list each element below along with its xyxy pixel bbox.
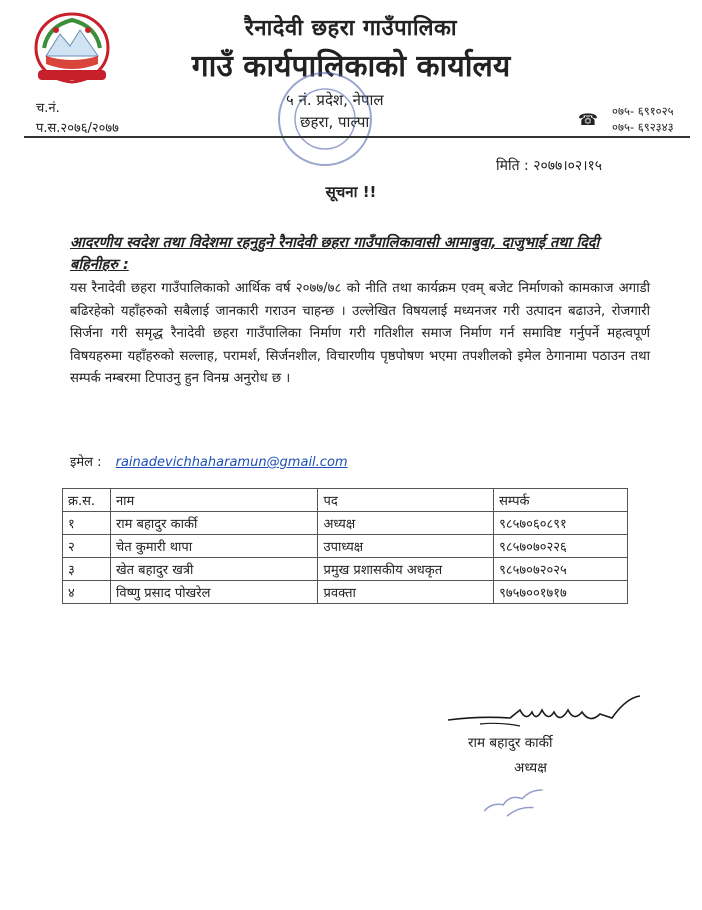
office-stamp bbox=[270, 64, 380, 174]
cell-name: राम बहादुर कार्की bbox=[110, 512, 318, 535]
email-link[interactable]: rainadevichhaharamun@gmail.com bbox=[115, 455, 348, 470]
table-header-row bbox=[63, 489, 628, 512]
header-serial: क्र.स. bbox=[63, 489, 111, 512]
table-row bbox=[63, 535, 628, 558]
signatory-name: राम बहादुर कार्की bbox=[468, 735, 553, 751]
email-label: इमेल : bbox=[70, 455, 102, 470]
handwritten-signature bbox=[440, 688, 660, 738]
cell-contact: ९७५७००१७१७ bbox=[494, 581, 628, 604]
cell-serial: १ bbox=[63, 512, 111, 535]
header-name: नाम bbox=[110, 489, 318, 512]
office-title: गाउँ कार्यपालिकाको कार्यालय bbox=[191, 49, 511, 84]
table-row bbox=[63, 581, 628, 604]
telephone-icon: ☎ bbox=[578, 110, 598, 129]
municipality-name: रैनादेवी छहरा गाउँपालिका bbox=[244, 16, 458, 41]
table-row bbox=[63, 512, 628, 535]
ref-pa-number: प.स.२०७६/२०७७ bbox=[36, 121, 119, 136]
header-position: पद bbox=[318, 489, 494, 512]
notice-date: मिति : २०७७।०२।१५ bbox=[496, 158, 603, 174]
cell-name: खेत बहादुर खत्री bbox=[110, 558, 318, 581]
phone-number-2: ०७५- ६९२३४३ bbox=[612, 120, 674, 134]
notice-salutation: आदरणीय स्वदेश तथा विदेशमा रहनुहुने रैनादेवी छहरा गाउँपालिकावासी आमाबुवा, दाजुभाई तथा दिदी बहिनीहरु : bbox=[70, 235, 600, 273]
signatory-title: अध्यक्ष bbox=[514, 760, 547, 776]
phone-number-1: ०७५- ६९१०२५ bbox=[612, 104, 674, 118]
cell-serial: २ bbox=[63, 535, 111, 558]
notice-body: यस रैनादेवी छहरा गाउँपालिकाको आर्थिक वर्ष २०७७/७८ को नीति तथा कार्यक्रम एवम् बजेट निर्माणको कामकाज अगाडी बढिरहेको यहाँहरुको सबैलाई जानकारी गराउन चाहन्छ । उल्लेखित विषयलाई मध्यनजर गरी उत्पादन बढाउने, रोजगारी सिर्जना गरी समृद्ध रैनादेवी छहरा गाउँपालिका निर्माण गरी गतिशील समाज निर्माण गर्न समाविष्ट गर्नुपर्ने महत्वपूर्ण विषयहरुमा यहाँहरुको सल्लाह, परामर्श, सिर्जनशील, विचारणीय पृष्ठपोषण भएमा तपशीलको इमेल ठेगानामा पठाउन तथा सम्पर्क नम्बरमा टिपाउनु हुन विनम्र अनुरोध छ । bbox=[70, 281, 650, 386]
cell-position: अध्यक्ष bbox=[318, 512, 494, 535]
cell-position: उपाध्यक्ष bbox=[318, 535, 494, 558]
contacts-table bbox=[62, 488, 628, 604]
cell-name: विष्णु प्रसाद पोखरेल bbox=[110, 581, 318, 604]
cell-contact: ९८५७०६०८९१ bbox=[494, 512, 628, 535]
address-line-1: ५ नं. प्रदेश, नेपाल bbox=[286, 91, 384, 109]
cell-contact: ९८५७०७०२२६ bbox=[494, 535, 628, 558]
header-contact: सम्पर्क bbox=[494, 489, 628, 512]
cell-position: प्रमुख प्रशासकीय अधकृत bbox=[318, 558, 494, 581]
cell-serial: ३ bbox=[63, 558, 111, 581]
cell-serial: ४ bbox=[63, 581, 111, 604]
cell-name: चेत कुमारी थापा bbox=[110, 535, 318, 558]
address-line-2: छहरा, पाल्पा bbox=[300, 113, 370, 131]
cell-contact: ९८५७०७२०२५ bbox=[494, 558, 628, 581]
notice-subject: सूचना !! bbox=[325, 183, 377, 201]
name-stamp bbox=[474, 780, 564, 830]
email-row bbox=[70, 452, 348, 470]
cell-position: प्रवक्ता bbox=[318, 581, 494, 604]
ref-cha-number: च.नं. bbox=[36, 101, 60, 116]
header-divider bbox=[24, 136, 690, 138]
table-row bbox=[63, 558, 628, 581]
